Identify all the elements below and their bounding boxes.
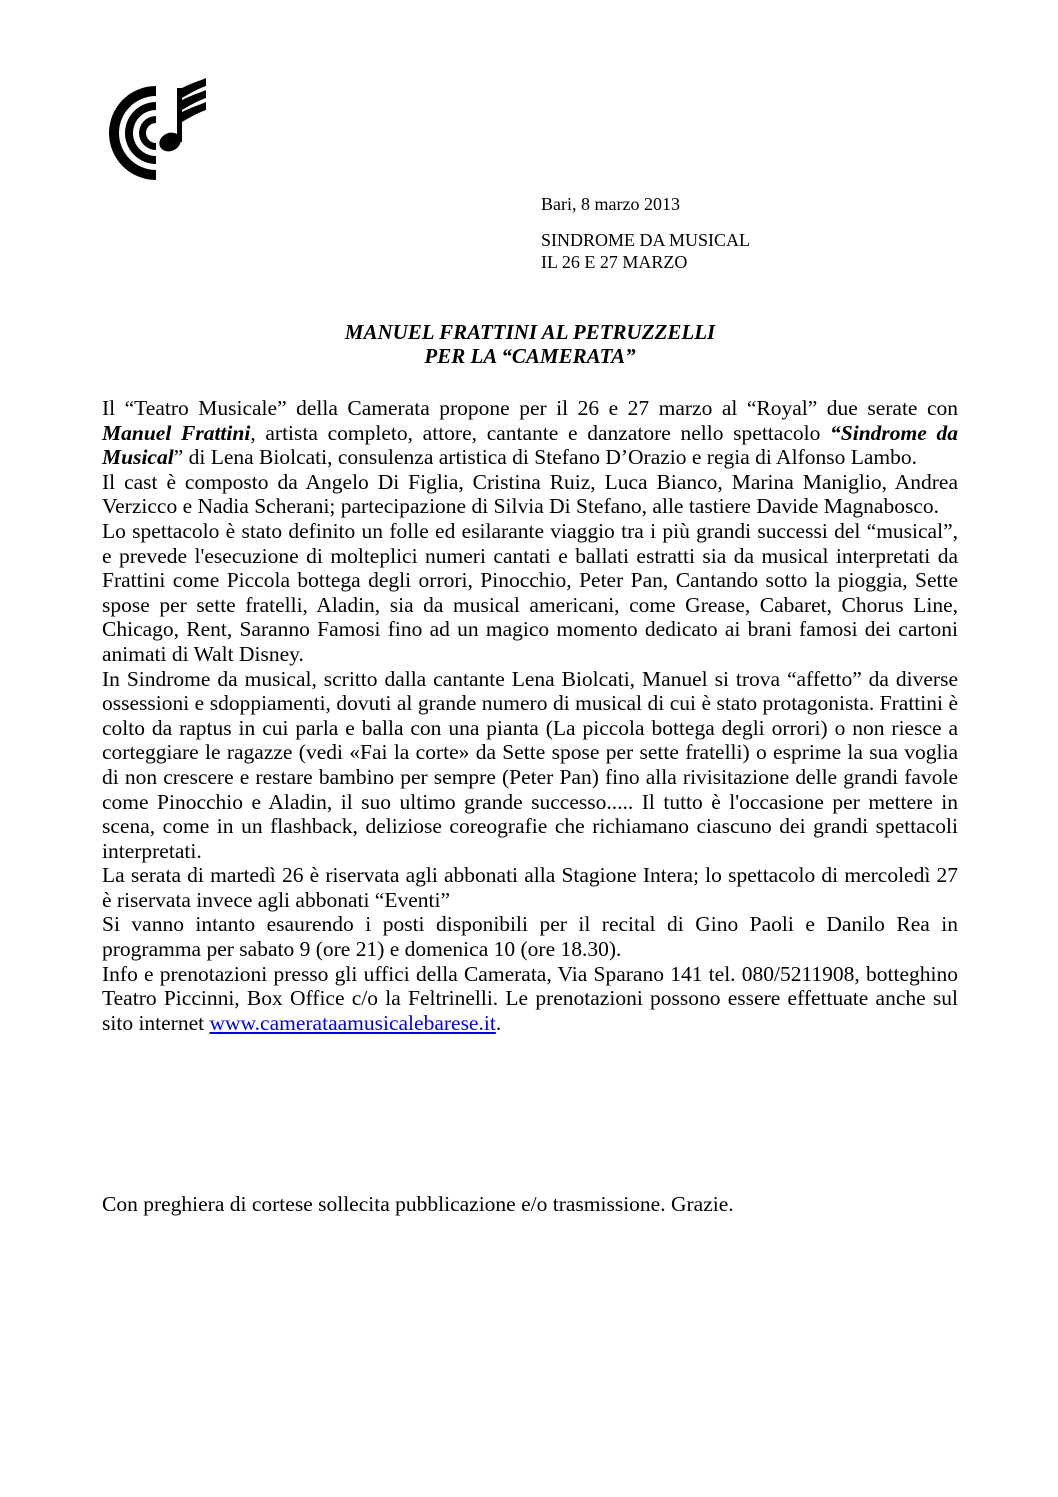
press-release-body xyxy=(102,396,958,1035)
website-link[interactable]: www.camerataamusicalebarese.it xyxy=(209,1010,496,1035)
subject-line-1: SINDROME DA MUSICAL xyxy=(541,230,751,250)
letter-date: Bari, 8 marzo 2013 xyxy=(541,194,680,214)
title-line-2: PER LA “CAMERATA” xyxy=(424,344,636,368)
letter-header xyxy=(541,193,750,273)
paragraph-schedule: La serata di martedì 26 è riservata agli abbonati alla Stagione Intera; lo spettacolo di mercoledì 27 è riservata invece agli abbonati “Eventi” xyxy=(102,863,958,912)
subject-line-2: IL 26 E 27 MARZO xyxy=(541,252,688,272)
paragraph-plot: In Sindrome da musical, scritto dalla cantante Lena Biolcati, Manuel si trova “affetto” da diverse ossessioni e sdoppiamenti, dovuti al grande numero di musical di cui è stato protagonista. Frattini è colto da raptus in cui parla e balla con una pianta (La piccola bottega degli orrori) o non riesce a corteggiare le ragazze (vedi «Fai la corte» da Sette spose per sette fratelli) o esprime la sua voglia di non crescere e restare bambino per sempre (Peter Pan) fino alla rivisitazione delle grandi favole come Pinocchio e Aladin, il suo ultimo grande successo..... Il tutto è l'occasione per mettere in scena, come in un flashback, deliziose coreografie che richiamano ciascuno dei grandi spettacoli interpretati. xyxy=(102,666,958,863)
paragraph-program: e prevede l'esecuzione di molteplici numeri cantati e ballati estratti sia da musical interpretati da Frattini come Piccola bottega degli orrori, Pinocchio, Peter Pan, Cantando sotto la pioggia, Sette spose per sette fratelli, Aladin, sia da musical americani, come Grease, Cabaret, Chorus Line, Chicago, Rent, Saranno Famosi fino ad un magico momento dedicato ai brani famosi dei cartoni animati di Walt Disney. xyxy=(102,543,958,666)
show-title: “Sindrome da Musical xyxy=(102,420,958,470)
paragraph-intro: Il “Teatro Musicale” della Camerata propone per il 26 e 27 marzo al “Royal” due serate con Manuel Frattini, artista completo, attore, cantante e danzatore nello spettacolo “Sindrome da Musical” di Lena Biolcati, consulenza artistica di Stefano D’Orazio e regia di Alfonso Lambo. xyxy=(102,396,958,470)
paragraph-cast: Il cast è composto da Angelo Di Figlia, Cristina Ruiz, Luca Bianco, Marina Maniglio, Andrea Verzicco e Nadia Scherani; partecipazione di Silvia Di Stefano, alle tastiere Davide Magnabosco. xyxy=(102,469,958,519)
press-release-title xyxy=(102,320,958,368)
camerata-logo-icon xyxy=(100,78,208,188)
letter-subject xyxy=(541,229,750,273)
paragraph-info: Info e prenotazioni presso gli uffici della Camerata, Via Sparano 141 tel. 080/5211908, botteghino Teatro Piccinni, Box Office c/o la Feltrinelli. Le prenotazioni possono essere effettuate anche sul sito internet www.camerataamusicalebarese.it. xyxy=(102,961,958,1035)
paragraph-definition: Lo spettacolo è stato definito un folle ed esilarante viaggio tra i più grandi successi del “musical”, xyxy=(102,518,958,543)
closing-line: Con preghiera di cortese sollecita pubblicazione e/o trasmissione. Grazie. xyxy=(102,1192,734,1216)
artist-name: Manuel Frattini xyxy=(102,420,251,445)
title-line-1: MANUEL FRATTINI AL PETRUZZELLI xyxy=(344,320,716,344)
paragraph-recital: Si vanno intanto esaurendo i posti disponibili per il recital di Gino Paoli e Danilo Rea in programma per sabato 9 (ore 21) e domenica 10 (ore 18.30). xyxy=(102,912,958,962)
